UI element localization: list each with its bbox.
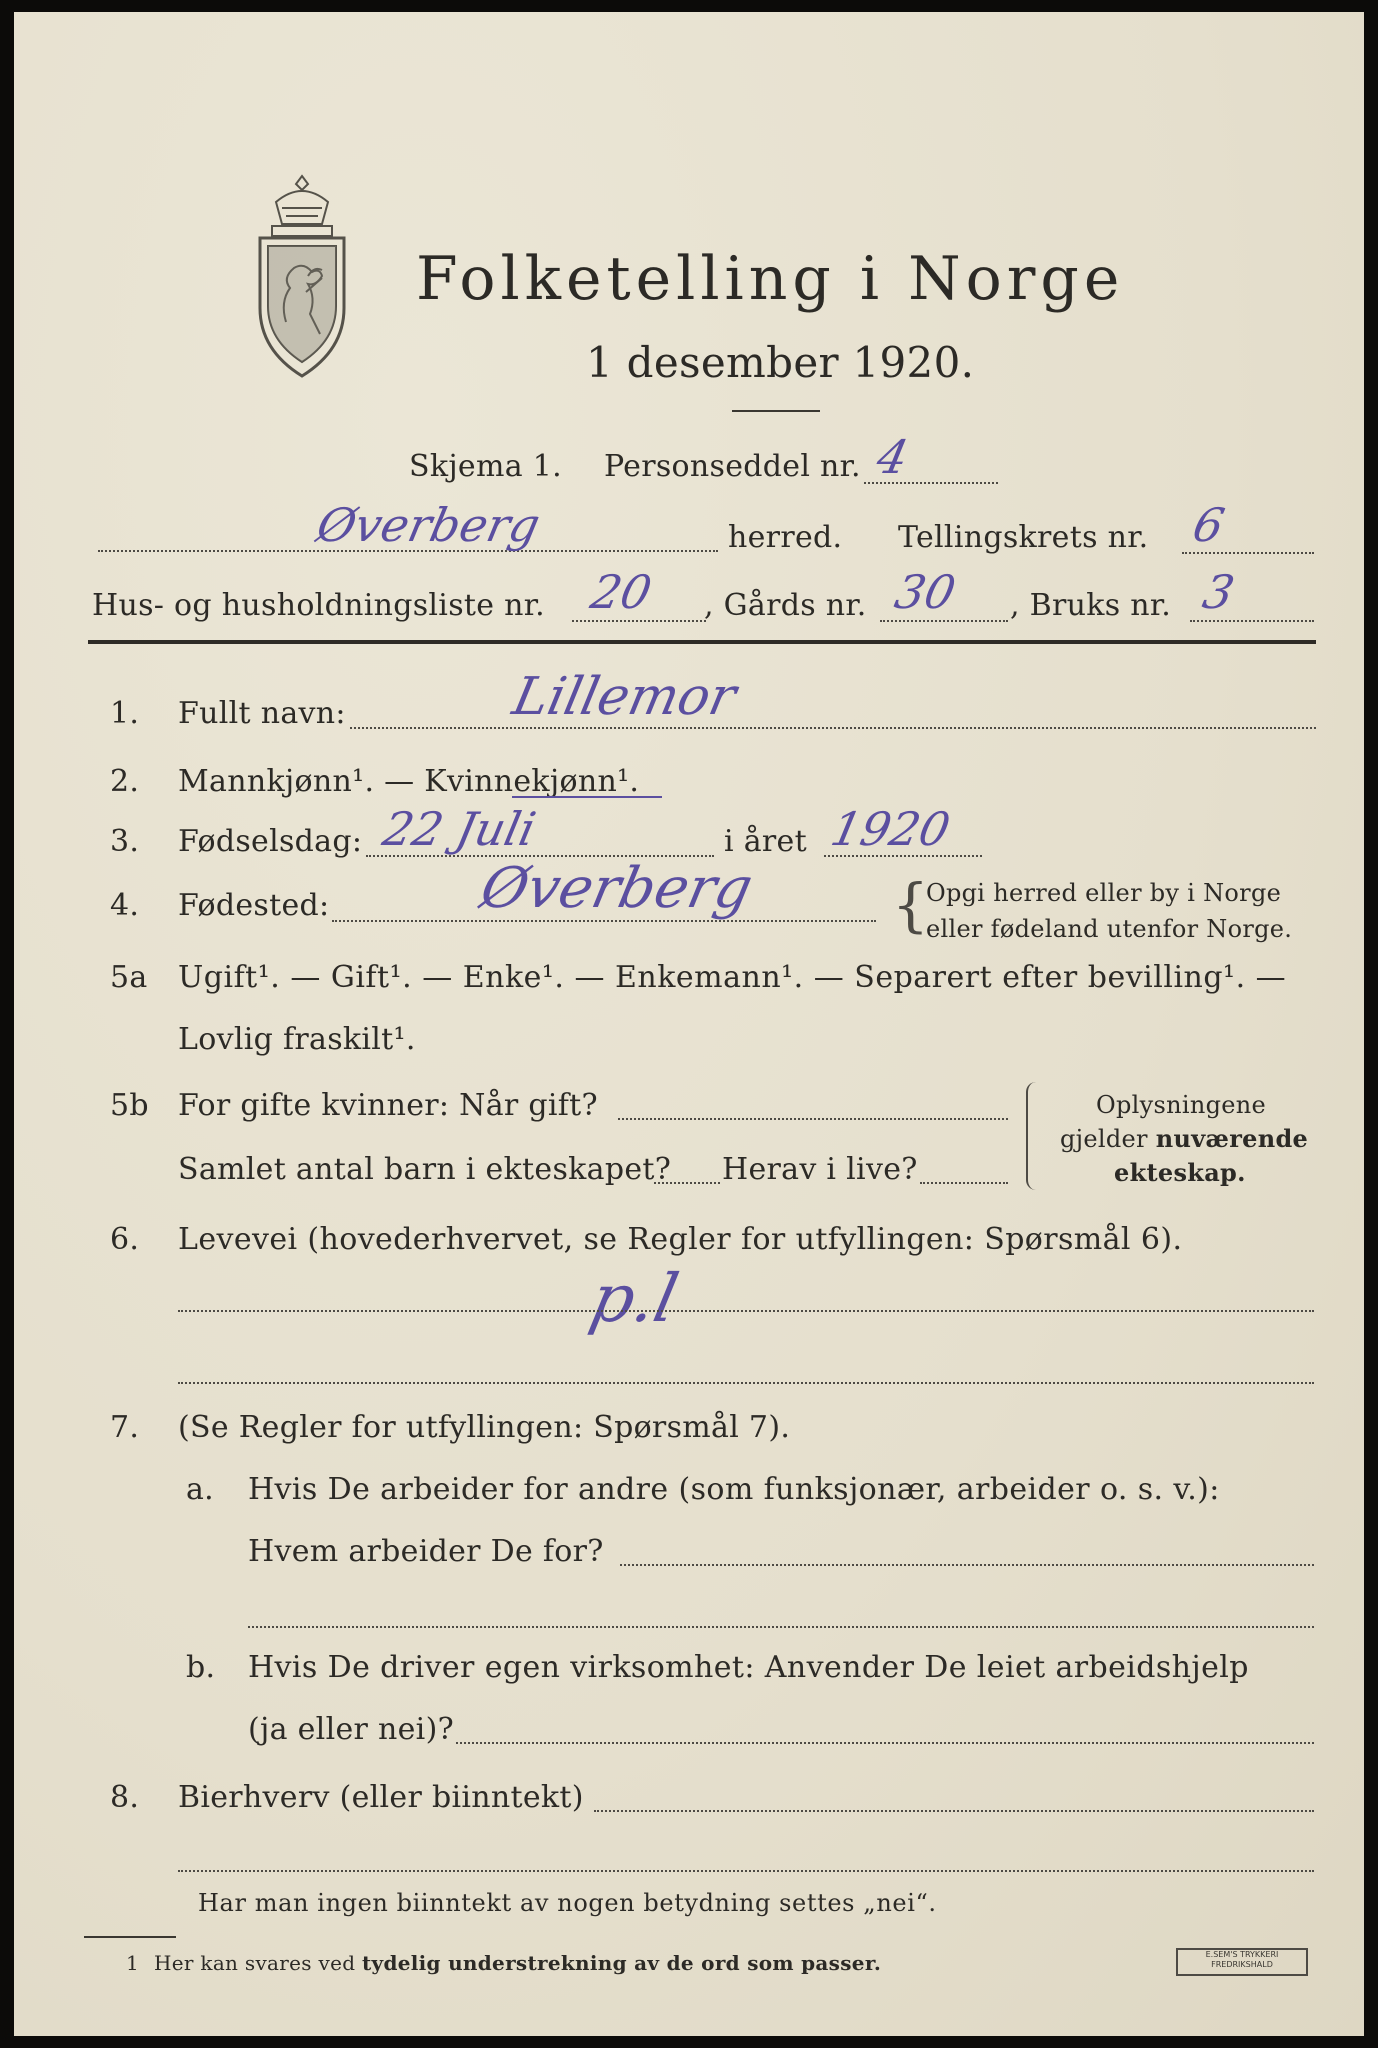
q5b-note-line2: gjelder nuværende bbox=[1060, 1124, 1309, 1153]
q7a-extra-line bbox=[248, 1626, 1314, 1628]
herred-value: Øverberg bbox=[312, 498, 545, 552]
q4-value: Øverberg bbox=[475, 856, 759, 921]
footnote-rule bbox=[84, 1936, 176, 1938]
gards-line bbox=[880, 620, 1008, 622]
title-divider bbox=[732, 410, 820, 412]
q8-line2 bbox=[178, 1870, 1314, 1872]
q4-note-line1: Opgi herred eller by i Norge bbox=[926, 879, 1282, 907]
q2-underline bbox=[512, 796, 662, 798]
q3-year-value: 1920 bbox=[826, 802, 955, 856]
q7-label: (Se Regler for utfyllingen: Spørsmål 7). bbox=[178, 1410, 791, 1445]
q4-number: 4. bbox=[110, 888, 140, 923]
q7b-line1: Hvis De driver egen virksomhet: Anvender De leiet arbeidshjelp bbox=[248, 1650, 1249, 1685]
hus-line bbox=[572, 620, 706, 622]
q7a-line2: Hvem arbeider De for? bbox=[248, 1534, 604, 1569]
bruks-line bbox=[1190, 620, 1314, 622]
bruks-label: , Bruks nr. bbox=[1010, 588, 1172, 623]
q2-number: 2. bbox=[110, 764, 140, 799]
q1-label: Fullt navn: bbox=[178, 696, 346, 731]
biinntekt-note: Har man ingen biinntekt av nogen betydning settes „nei“. bbox=[198, 1889, 937, 1917]
footnote-text: Her kan svares ved tydelig understrekning av de ord som passer. bbox=[154, 1951, 882, 1975]
q5b-children-line bbox=[654, 1182, 720, 1184]
q6-line2 bbox=[178, 1382, 1314, 1384]
personseddel-label: Personseddel nr. bbox=[604, 449, 861, 484]
q7b-line bbox=[456, 1742, 1314, 1744]
census-form-sheet bbox=[14, 12, 1364, 2036]
q7-number: 7. bbox=[110, 1410, 140, 1445]
q3-number: 3. bbox=[110, 824, 140, 859]
header-rule bbox=[88, 640, 1316, 644]
q5b-note-line3: ekteskap. bbox=[1114, 1158, 1246, 1187]
tellingskrets-line bbox=[1182, 552, 1314, 554]
footnote-number: 1 bbox=[126, 1951, 140, 1975]
q3-year-label: i året bbox=[724, 824, 807, 859]
q8-line1 bbox=[594, 1810, 1314, 1812]
q8-label: Bierhverv (eller biinntekt) bbox=[178, 1780, 584, 1815]
q3-label: Fødselsdag: bbox=[178, 824, 363, 859]
q5b-alive-line bbox=[920, 1182, 1008, 1184]
tellingskrets-label: Tellingskrets nr. bbox=[898, 520, 1149, 555]
q1-number: 1. bbox=[110, 696, 140, 731]
personseddel-value: 4 bbox=[872, 430, 914, 484]
q5b-married-line bbox=[618, 1118, 1008, 1120]
q7a-employer-line bbox=[620, 1564, 1314, 1566]
gards-value: 30 bbox=[890, 565, 961, 619]
bruks-value: 3 bbox=[1198, 565, 1240, 619]
q8-number: 8. bbox=[110, 1780, 140, 1815]
q1-line bbox=[350, 727, 1316, 729]
q5a-number: 5a bbox=[110, 960, 148, 995]
q5b-alive-label: Herav i live? bbox=[722, 1152, 918, 1187]
q7a-letter: a. bbox=[186, 1472, 215, 1507]
q5a-line2: Lovlig fraskilt¹. bbox=[178, 1022, 416, 1057]
q5b-bracket bbox=[1026, 1082, 1042, 1190]
q4-label: Fødested: bbox=[178, 888, 330, 923]
q5b-number: 5b bbox=[110, 1088, 149, 1123]
form-title: Folketelling i Norge bbox=[416, 244, 1125, 314]
q4-brace: { bbox=[892, 871, 930, 939]
schema-label: Skjema 1. bbox=[409, 449, 562, 484]
q6-line1 bbox=[178, 1310, 1314, 1312]
q7b-letter: b. bbox=[186, 1650, 216, 1685]
q7a-line1: Hvis De arbeider for andre (som funksjonær, arbeider o. s. v.): bbox=[248, 1472, 1220, 1507]
q2-label: Mannkjønn¹. — Kvinnekjønn¹. bbox=[178, 764, 640, 799]
gards-label: , Gårds nr. bbox=[704, 588, 867, 623]
q5b-line1: For gifte kvinner: Når gift? bbox=[178, 1088, 598, 1123]
q5b-note-line1: Oplysningene bbox=[1096, 1091, 1267, 1119]
hus-label: Hus- og husholdningsliste nr. bbox=[92, 588, 545, 623]
q5b-children-label: Samlet antal barn i ekteskapet? bbox=[178, 1152, 672, 1187]
q1-value: Lillemor bbox=[507, 667, 742, 727]
census-date: 1 desember 1920. bbox=[586, 338, 975, 387]
printer-stamp: E.SEM'S TRYKKERI FREDRIKSHALD bbox=[1176, 1948, 1308, 1976]
hus-value: 20 bbox=[586, 565, 657, 619]
q4-note-line2: eller fødeland utenfor Norge. bbox=[926, 915, 1293, 943]
coat-of-arms-icon bbox=[246, 172, 358, 382]
q5a-line1: Ugift¹. — Gift¹. — Enke¹. — Enkemann¹. — Separert efter bevilling¹. — bbox=[178, 960, 1287, 995]
q6-number: 6. bbox=[110, 1222, 140, 1257]
q7b-line2: (ja eller nei)? bbox=[248, 1712, 454, 1747]
q3-value: 22 Juli bbox=[378, 802, 541, 856]
q6-label: Levevei (hovederhvervet, se Regler for utfyllingen: Spørsmål 6). bbox=[178, 1222, 1183, 1257]
q6-value: p.l bbox=[583, 1260, 685, 1337]
herred-label: herred. bbox=[728, 520, 843, 555]
tellingskrets-value: 6 bbox=[1188, 498, 1230, 552]
